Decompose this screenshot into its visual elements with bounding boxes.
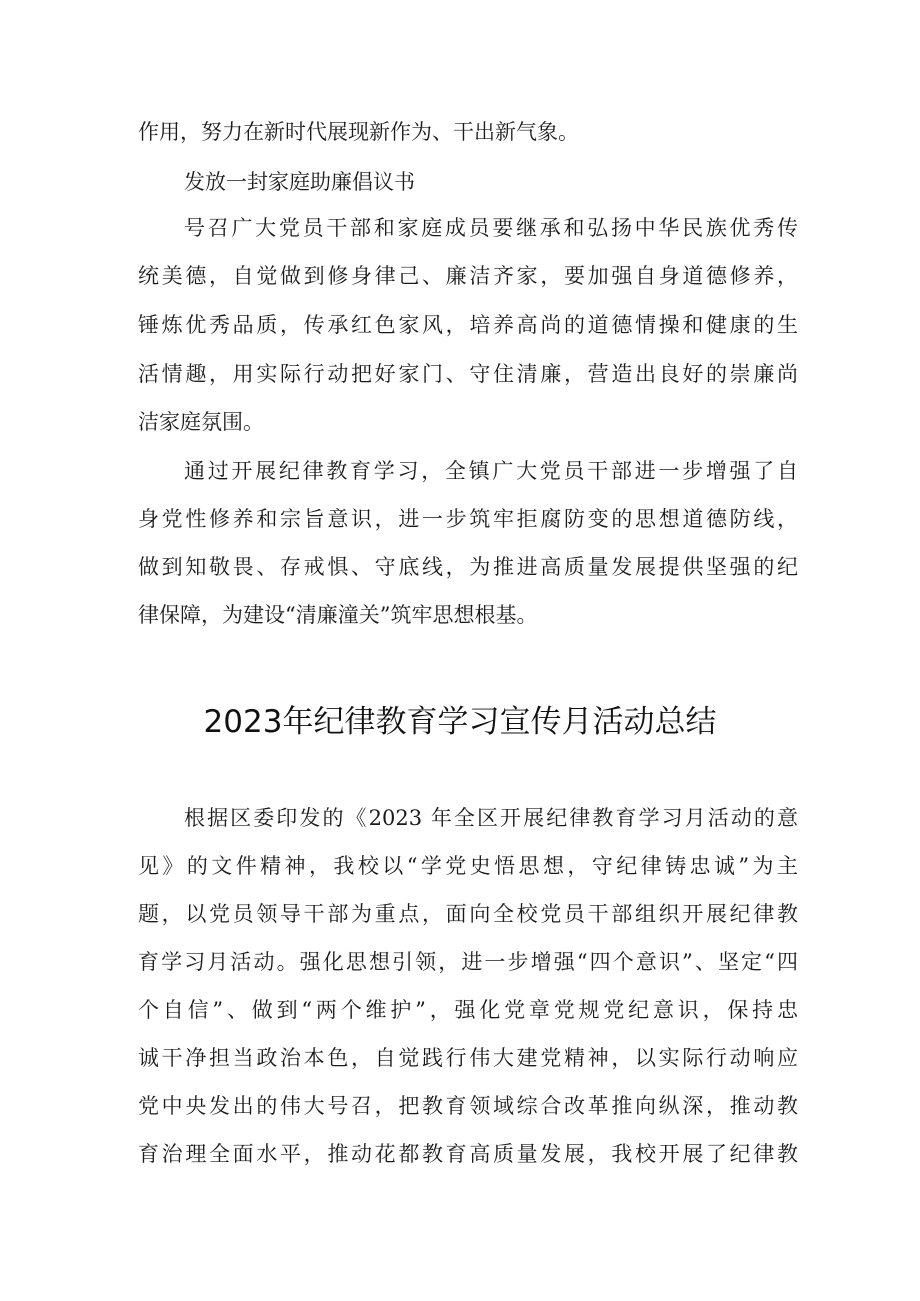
- paragraph-line: 党中央发出的伟大号召，把教育领域综合改革推向纵深，推动教: [138, 1094, 798, 1118]
- paragraph-line: 通过开展纪律教育学习，全镇广大党员干部进一步增强了自: [184, 459, 798, 483]
- paragraph-line: 根据区委印发的《2023 年全区开展纪律教育学习月活动的意: [184, 806, 798, 830]
- paragraph-line: 做到知敬畏、存戒惧、守底线，为推进高质量发展提供坚强的纪: [138, 555, 798, 579]
- paragraph-line: 诚干净担当政治本色，自觉践行伟大建党精神，以实际行动响应: [138, 1046, 798, 1070]
- paragraph-line: 洁家庭氛围。: [138, 410, 264, 434]
- continuation-line: 作用，努力在新时代展现新作为、干出新气象。: [138, 120, 579, 144]
- page-title: 2023年纪律教育学习宣传月活动总结: [203, 704, 717, 740]
- paragraph-line: 育学习月活动。强化思想引领，进一步增强“四个意识”、坚定“四: [138, 950, 798, 974]
- section-heading: 发放一封家庭助廉倡议书: [184, 170, 415, 194]
- paragraph-line: 统美德，自觉做到修身律己、廉洁齐家，要加强自身道德修养，: [138, 264, 798, 288]
- paragraph-line: 题，以党员领导干部为重点，面向全校党员干部组织开展纪律教: [138, 902, 798, 926]
- paragraph-line: 身党性修养和宗旨意识，进一步筑牢拒腐防变的思想道德防线，: [138, 507, 798, 531]
- paragraph-line: 见》的文件精神，我校以“学党史悟思想，守纪律铸忠诚”为主: [138, 854, 798, 878]
- paragraph-line: 锤炼优秀品质，传承红色家风，培养高尚的道德情操和健康的生: [138, 313, 798, 337]
- paragraph-line: 号召广大党员干部和家庭成员要继承和弘扬中华民族优秀传: [184, 216, 798, 240]
- paragraph-line: 个自信”、做到“两个维护”，强化党章党规党纪意识，保持忠: [138, 998, 798, 1022]
- paragraph-line: 律保障，为建设“清廉潼关”筑牢思想根基。: [138, 603, 538, 627]
- paragraph-line: 活情趣，用实际行动把好家门、守住清廉，营造出良好的崇廉尚: [138, 362, 798, 386]
- paragraph-line: 育治理全面水平，推动花都教育高质量发展，我校开展了纪律教: [138, 1142, 798, 1166]
